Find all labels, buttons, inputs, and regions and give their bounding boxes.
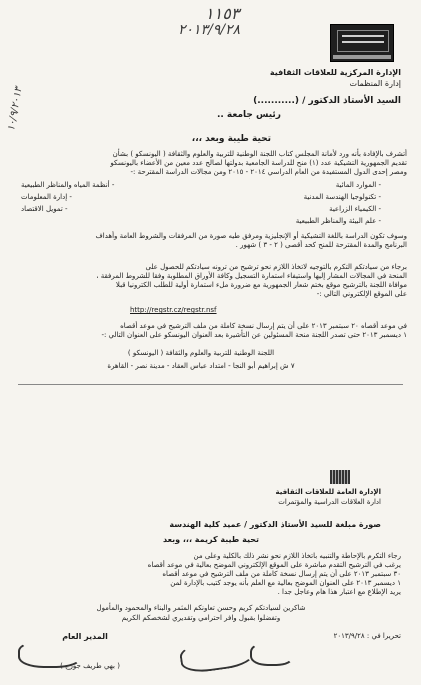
greeting: تحية طيبة وبعد ،،، xyxy=(191,134,271,144)
paragraph-2: وسوف تكون الدراسة باللغة التشيكية أو الإنجليزية ومرفق طيه صورة من المرفقات والشروط العامة وأهداف البرنامج والمدة المقترحة للمنح كحد أقصى ( ٢ - ٣ ) شهور . xyxy=(95,232,407,249)
handwritten-number: ١١٥٣ xyxy=(205,4,240,23)
date-line: تحريرا في : ٢٠١٣/٩/٢٨ xyxy=(333,632,401,640)
copy-to-line: صورة مبلغة للسيد الأستاذ الدكتور / عميد كلية الهندسة xyxy=(169,520,381,529)
paragraph-3: برجاء من سيادتكم التكرم بالتوجيه لاتخاذ اللازم نحو ترشيح من ترونه سيادتكم للحصول على المنحة في المجالات المشار إليها واستيفاء استمارة التسجيل وكافة الأوراق المطلوبة وفقا للشروط المرفقة ، موافاة اللجنة بالترشيح موقع بختم شعار الجمهورية مع ضرورة ملء استمارة أولية للطلب الكترونيا قبلا على الموقع الإلكتروني التالي :- xyxy=(96,263,407,298)
handwritten-side-note: ١٠/٩/٢٠١٣ xyxy=(6,86,25,132)
letter2-logo xyxy=(330,470,350,484)
signature-scribble xyxy=(250,642,294,666)
letter2-body: رجاء التكرم بالإحاطة والتنبيه باتخاذ اللازم نحو نشر ذلك بالكلية وعلى من يرغب في الترشيح التقدم مباشرة على الموقع الإلكتروني الموضح بعالية في موعد أقصاه ٣٠ سبتمبر ٢٠١٣ على أن يتم إرسال نسخة كاملة من ملف الترشيح في موعد أقصاه ١ ديسمبر ٢٠١٣ على العنوان الموضح بعالية مع العلم بأنه يوجد كتيب بالإدارة لمن يريد الإطلاع مع اعتبار هذا هام وعاجل جدا . xyxy=(147,552,401,596)
director-name: ( بهي طريف جورج ) xyxy=(60,662,120,670)
letter2-greeting: تحية طيبة كريمة ،،، وبعد xyxy=(162,535,260,544)
thanks-line-2: وتفضلوا بقبول وافر احترامي وتقديري لشخصكم الكريم xyxy=(121,614,281,622)
paragraph-1: أتشرف بالإفادة بأنه ورد لأمانة المجلس كتاب اللجنة الوطنية للتربية والعلوم والثقافة ( اليونسكو ) بشأن تقديم الجمهورية التشيكية عدد (١) منح للدراسة الجامعية بدولتها لصالح عدد معين من الأعضاء باليونسكو ومصر إحدى الدول المستفيدة من العام الدراسي ٢٠١٤ - ٢٠١٥ ومن مجالات الدراسة المقترحة :- xyxy=(110,150,407,176)
address-line-1: اللجنة الوطنية للتربية والعلوم والثقافة ( اليونسكو ) xyxy=(127,349,275,357)
field-item: - تكنولوجيا الهندسة المدنية xyxy=(303,193,381,201)
handwritten-date: ٢٠١٣/٩/٢٨ xyxy=(178,22,241,38)
field-item: - إدارة المعلومات xyxy=(21,193,72,201)
signature-scribble xyxy=(178,635,255,675)
address-line-2: ٧ ش إبراهيم أبو النجا - امتداد عباس العقاد - مدينة نصر - القاهرة xyxy=(107,362,295,370)
recipient-line: السيد الأستاذ الدكتور / (...........) xyxy=(253,96,401,106)
field-item: - أنظمة المياه والمناظر الطبيعية xyxy=(21,181,115,189)
director-label: المدير العام xyxy=(62,632,108,641)
recipient-title: رئيس جامعة .. xyxy=(216,110,281,120)
letterhead-org: الإدارة المركزية للعلاقات الثقافية xyxy=(269,68,401,77)
council-logo xyxy=(330,24,394,62)
paragraph-4: في موعد أقصاه ٢٠ سبتمبر ٢٠١٣ على أن يتم إرسال نسخة كاملة من ملف الترشيح في موعد أقصاه ١ ديسمبر ٢٠١٣ حتى تصدر اللجنة منحة المسئولين عن التأشيرة بعد العنوان اليونسكو على العنوان التالي :- xyxy=(101,322,407,339)
letter2-dept: ادارة العلاقات الدراسية والمؤتمرات xyxy=(278,498,381,506)
field-item: - تمويل الاقتصاد xyxy=(21,205,68,213)
field-item: - علم البيئة والمناظر الطبيعية xyxy=(295,217,381,225)
section-divider xyxy=(18,384,403,385)
letter2-org: الإدارة العامة للعلاقات الثقافية xyxy=(275,488,381,496)
thanks-line-1: شاكرين لسيادتكم كريم وحسن تعاونكم المثمر والبناء والمحمود والمأمول xyxy=(96,604,306,612)
field-item: - الموارد المائية xyxy=(335,181,381,189)
registration-url[interactable]: http://regstr.cz/regstr.nsf xyxy=(130,306,217,314)
field-item: - الكيمياء الزراعية xyxy=(329,205,381,213)
study-fields-list xyxy=(21,181,381,226)
letterhead-dept: إدارة المنظمات xyxy=(349,79,401,88)
signature-scribble xyxy=(18,640,82,668)
